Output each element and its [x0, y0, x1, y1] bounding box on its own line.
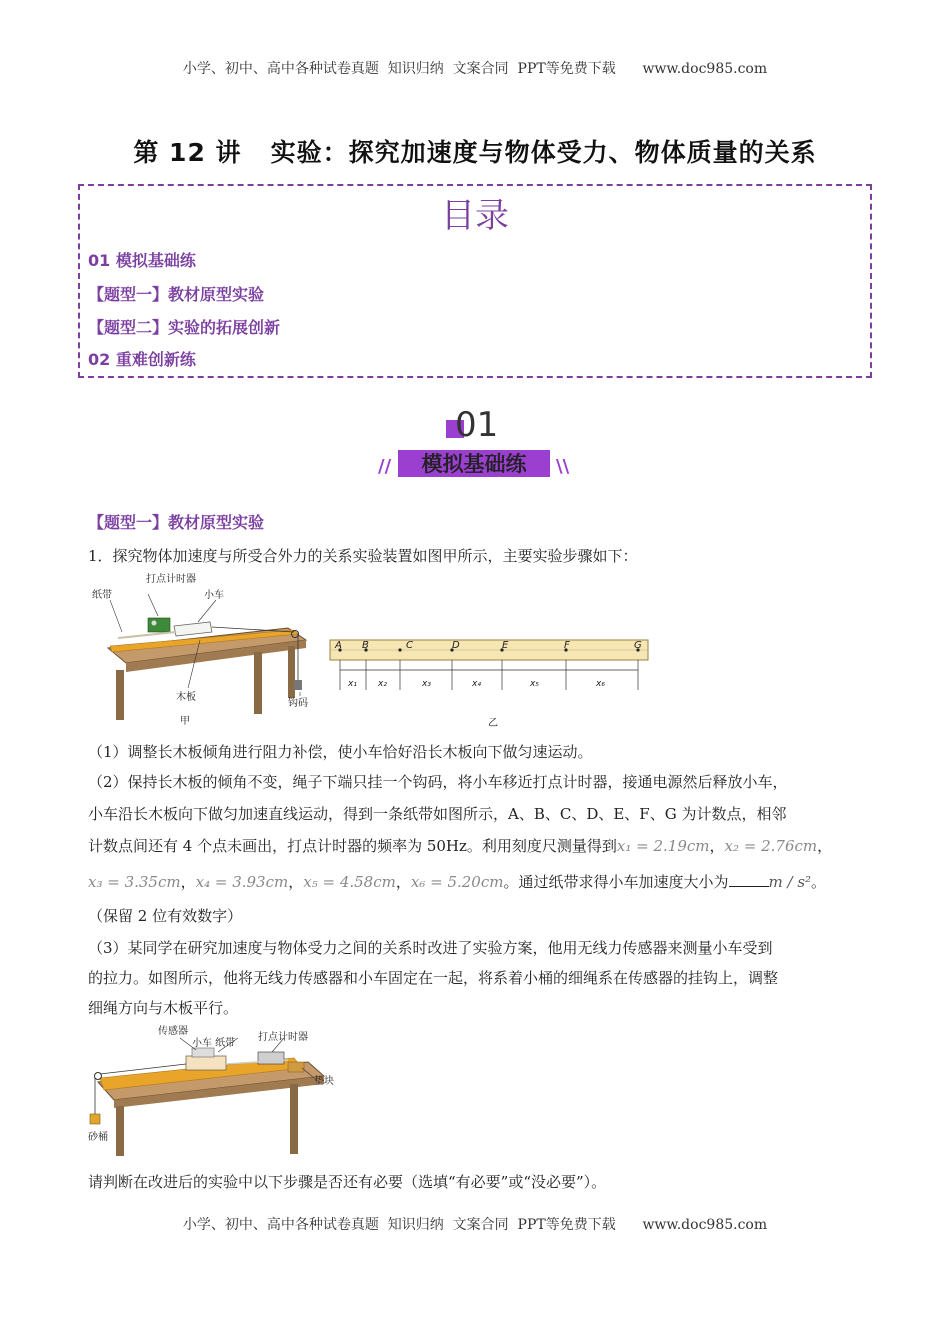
step-1: （1）调整长木板倾角进行阻力补偿，使小车恰好沿长木板向下做匀速运动。: [88, 743, 593, 761]
point-e: E: [502, 640, 509, 651]
value-x2: x₂ = 2.76cm: [724, 837, 818, 855]
caption-yi: 乙: [488, 718, 498, 729]
label-cart: 小车: [204, 590, 224, 601]
label-block: 垫块: [314, 1076, 334, 1087]
label-timer-2: 打点计时器: [258, 1032, 308, 1043]
answer-blank[interactable]: [729, 872, 769, 887]
toc-item[interactable]: 【题型二】实验的拓展创新: [88, 318, 281, 337]
subsection-title: 【题型一】教材原型实验: [88, 513, 265, 532]
paper-tape-figure-yi: [328, 630, 658, 732]
unit: m / s²: [768, 873, 812, 891]
segment-x1: x₁: [348, 679, 357, 689]
point-f: F: [564, 640, 570, 651]
point-a: A: [335, 640, 342, 651]
label-timer: 打点计时器: [146, 574, 196, 585]
page-header: 小学、初中、高中各种试卷真题 知识归纳 文案合同 PPT等免费下载 www.doc985.com: [182, 61, 768, 77]
page-footer: 小学、初中、高中各种试卷真题 知识归纳 文案合同 PPT等免费下载 www.doc985.com: [182, 1217, 768, 1233]
label-cart-tape: 小车 纸带: [192, 1038, 236, 1049]
label-bucket: 砂桶: [88, 1132, 108, 1143]
segment-x2: x₂: [378, 679, 387, 689]
step-2-line-4: x₃ = 3.35cm，x₄ = 3.93cm，x₅ = 4.58cm，x₆ = 5.20cm。通过纸带求得小车加速度大小为 m / s²。: [88, 873, 827, 891]
point-c: C: [406, 640, 413, 651]
segment-x3: x₃: [422, 679, 431, 689]
point-g: G: [634, 640, 642, 651]
question-intro: 1．探究物体加速度与所受合外力的关系实验装置如图甲所示，主要实验步骤如下：: [88, 547, 638, 565]
step-3-line-3: 细绳方向与木板平行。: [88, 999, 239, 1017]
value-x3: x₃ = 3.35cm: [88, 873, 181, 891]
segment-x4: x₄: [472, 679, 481, 689]
toc-heading: 目录: [441, 196, 509, 236]
apparatus-figure-jia: [88, 568, 318, 728]
point-d: D: [452, 640, 460, 651]
step-2-note: （保留 2 位有效数字）: [88, 907, 243, 925]
step-3-line-1: （3）某同学在研究加速度与物体受力之间的关系时改进了实验方案，他用无线力传感器来测量小车受到: [88, 939, 773, 957]
table-of-contents: [78, 184, 872, 378]
value-x4: x₄ = 3.93cm: [195, 873, 289, 891]
slash-left-decoration: //: [378, 456, 392, 477]
step-3-question: 请判断在改进后的实验中以下步骤是否还有必要（选填“有必要”或“没必要”）。: [88, 1173, 607, 1191]
point-b: B: [362, 640, 369, 651]
step-2-line-2: 小车沿长木板向下做匀加速直线运动，得到一条纸带如图所示，A、B、C、D、E、F、G 为计数点，相邻: [88, 805, 787, 823]
value-x1: x₁ = 2.19cm: [616, 837, 710, 855]
section-number: 01: [455, 405, 499, 445]
improved-apparatus-figure: [88, 1022, 334, 1164]
section-label: 模拟基础练: [421, 452, 527, 476]
value-x5: x₅ = 4.58cm: [303, 873, 396, 891]
label-tape: 纸带: [92, 590, 112, 601]
segment-x6: x₆: [596, 679, 605, 689]
label-board: 木板: [176, 692, 196, 703]
label-sensor: 传感器: [158, 1026, 188, 1037]
toc-item[interactable]: 02 重难创新练: [88, 350, 196, 369]
toc-item[interactable]: 【题型一】教材原型实验: [88, 285, 265, 304]
slash-right-decoration: \\: [556, 456, 570, 477]
step-2-line-3: 计数点间还有 4 个点未画出，打点计时器的频率为 50Hz。利用刻度尺测量得到x₁ = 2.19cm，x₂ = 2.76cm，: [88, 837, 833, 855]
toc-item[interactable]: 01 模拟基础练: [88, 251, 196, 270]
value-x6: x₆ = 5.20cm: [410, 873, 504, 891]
segment-x5: x₅: [530, 679, 539, 689]
page-title: 第 12 讲 实验：探究加速度与物体受力、物体质量的关系: [133, 138, 817, 167]
caption-jia: 甲: [180, 716, 190, 727]
label-weight: 钩码: [288, 698, 308, 709]
step-2-line-1: （2）保持长木板的倾角不变，绳子下端只挂一个钩码，将小车移近打点计时器，接通电源然后释放小车，: [88, 773, 788, 791]
step-3-line-2: 的拉力。如图所示，他将无线力传感器和小车固定在一起，将系着小桶的细绳系在传感器的挂钩上，调整: [88, 969, 779, 987]
